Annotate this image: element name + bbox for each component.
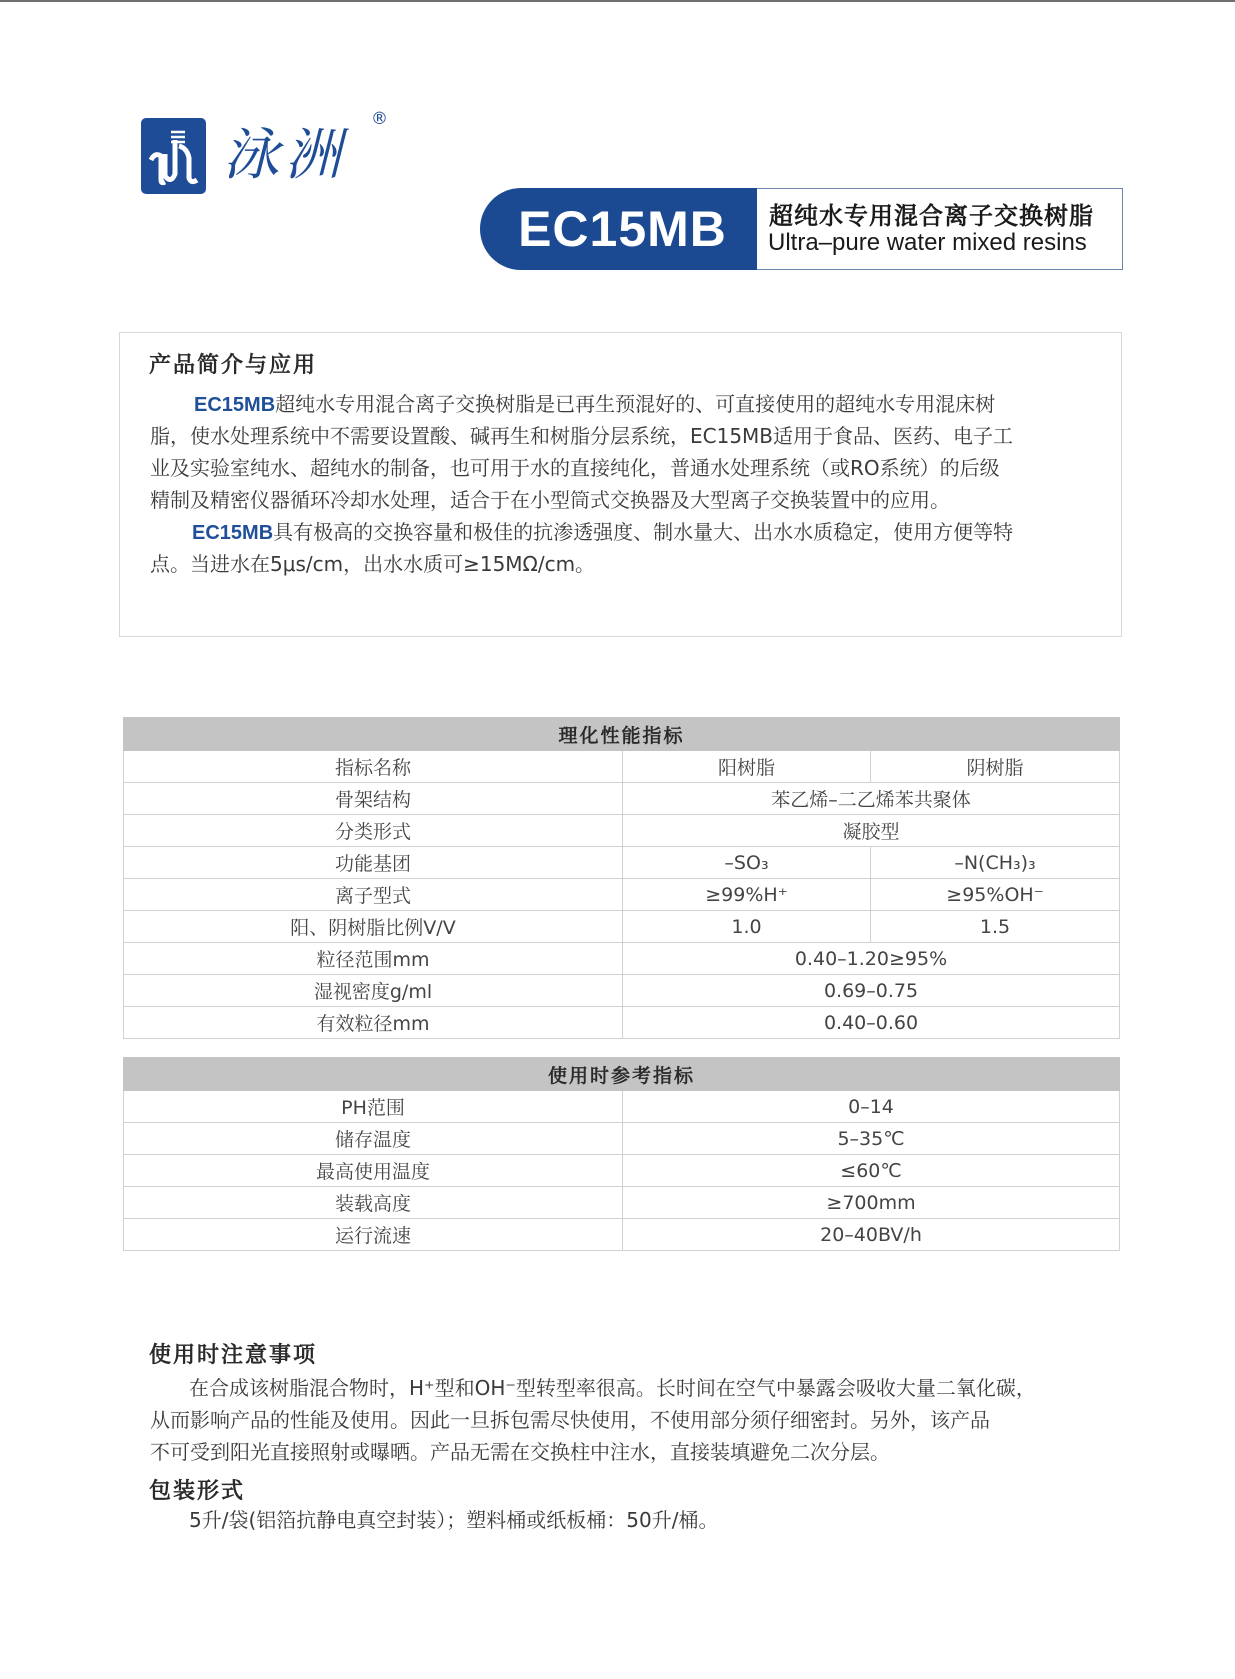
- row-value: 凝胶型: [623, 815, 1120, 847]
- row-name: 储存温度: [124, 1123, 623, 1155]
- table-row: [124, 1007, 1120, 1039]
- intro-line-text: 超纯水专用混合离子交换树脂是已再生预混好的、可直接使用的超纯水专用混床树: [275, 392, 996, 416]
- intro-line: 点。当进水在5μs/cm，出水水质可≥15MΩ/cm。: [150, 552, 596, 576]
- row-name: 离子型式: [124, 879, 623, 911]
- row-name: 装载高度: [124, 1187, 623, 1219]
- intro-line: [194, 388, 995, 421]
- table-row: [124, 847, 1120, 879]
- row-cation: ≥99%H⁺: [623, 879, 871, 911]
- notes-line: 从而影响产品的性能及使用。因此一旦拆包需尽快使用，不使用部分须仔细密封。另外，该产品: [150, 1408, 990, 1432]
- row-name: 阳、阴树脂比例V/V: [124, 911, 623, 943]
- product-badge: [480, 188, 1124, 270]
- header-cation: 阳树脂: [623, 751, 871, 783]
- table-title-row: [124, 1058, 1120, 1091]
- row-value: 0.40–1.20≥95%: [623, 943, 1120, 975]
- brand-logo: [141, 109, 388, 197]
- row-value: 0.40–0.60: [623, 1007, 1120, 1039]
- row-name: 功能基团: [124, 847, 623, 879]
- row-value: 0–14: [623, 1091, 1120, 1123]
- product-code: EC15MB: [518, 201, 727, 257]
- row-anion: 1.5: [871, 911, 1120, 943]
- product-code-highlight: EC15MB: [192, 522, 274, 544]
- row-value: 20–40BV/h: [623, 1219, 1120, 1251]
- usage-table-title: 使用时参考指标: [124, 1058, 1120, 1091]
- row-cation: 1.0: [623, 911, 871, 943]
- intro-line: 脂，使水处理系统中不需要设置酸、碱再生和树脂分层系统，EC15MB适用于食品、医药、电子工: [150, 424, 1014, 448]
- notes-line: 不可受到阳光直接照射或曝晒。产品无需在交换柱中注水，直接装填避免二次分层。: [150, 1440, 890, 1464]
- table-row: [124, 1155, 1120, 1187]
- table-row: [124, 1091, 1120, 1123]
- row-name: 运行流速: [124, 1219, 623, 1251]
- product-code-highlight: EC15MB: [194, 394, 276, 416]
- row-value: 苯乙烯–二乙烯苯共聚体: [623, 783, 1120, 815]
- notes-line: 在合成该树脂混合物时，H⁺型和OH⁻型转型率很高。长时间在空气中暴露会吸收大量二氧化碳，: [189, 1376, 1036, 1400]
- row-name: 分类形式: [124, 815, 623, 847]
- table-row: [124, 1187, 1120, 1219]
- table-row: [124, 783, 1120, 815]
- packaging-title: 包装形式: [149, 1479, 246, 1504]
- physchem-table-title: 理化性能指标: [124, 718, 1120, 751]
- product-title-cn: 超纯水专用混合离子交换树脂: [769, 201, 1094, 230]
- intro-title: 产品简介与应用: [149, 353, 318, 378]
- row-value: ≥700mm: [623, 1187, 1120, 1219]
- row-name: 湿视密度g/ml: [124, 975, 623, 1007]
- usage-table: [123, 1057, 1120, 1251]
- table-row: [124, 943, 1120, 975]
- intro-line-text: 具有极高的交换容量和极佳的抗渗透强度、制水量大、出水水质稳定，使用方便等特: [273, 520, 1014, 544]
- intro-line: 业及实验室纯水、超纯水的制备，也可用于水的直接纯化，普通水处理系统（或RO系统）的后级: [150, 456, 1000, 480]
- table-title-row: [124, 718, 1120, 751]
- table-row: [124, 911, 1120, 943]
- registered-mark: ®: [371, 109, 388, 129]
- header-anion: 阴树脂: [871, 751, 1120, 783]
- table-row: [124, 815, 1120, 847]
- badge-title-box: [757, 188, 1123, 270]
- top-border: [0, 0, 1235, 2]
- physchem-table: [123, 717, 1120, 1039]
- table-row: [124, 975, 1120, 1007]
- table-row: [124, 1219, 1120, 1251]
- table-row: [124, 1123, 1120, 1155]
- row-value: 0.69–0.75: [623, 975, 1120, 1007]
- row-name: 骨架结构: [124, 783, 623, 815]
- row-value: ≤60℃: [623, 1155, 1120, 1187]
- row-cation: –SO₃: [623, 847, 871, 879]
- row-anion: –N(CH₃)₃: [871, 847, 1120, 879]
- table-header-row: [124, 751, 1120, 783]
- notes-title: 使用时注意事项: [149, 1343, 318, 1368]
- row-name: 粒径范围mm: [124, 943, 623, 975]
- packaging-text: 5升/袋(铝箔抗静电真空封装）；塑料桶或纸板桶：50升/桶。: [189, 1508, 719, 1532]
- logo-text: 泳洲: [223, 123, 347, 188]
- product-title-en: Ultra–pure water mixed resins: [768, 229, 1087, 256]
- row-name: 最高使用温度: [124, 1155, 623, 1187]
- intro-line: 精制及精密仪器循环冷却水处理，适合于在小型筒式交换器及大型离子交换装置中的应用。: [150, 488, 950, 512]
- row-anion: ≥95%OH⁻: [871, 879, 1120, 911]
- header-name: 指标名称: [124, 751, 623, 783]
- logo-mark-icon: [141, 118, 206, 194]
- row-name: 有效粒径mm: [124, 1007, 623, 1039]
- table-row: [124, 879, 1120, 911]
- row-name: PH范围: [124, 1091, 623, 1123]
- intro-line: [192, 516, 1013, 549]
- row-value: 5–35℃: [623, 1123, 1120, 1155]
